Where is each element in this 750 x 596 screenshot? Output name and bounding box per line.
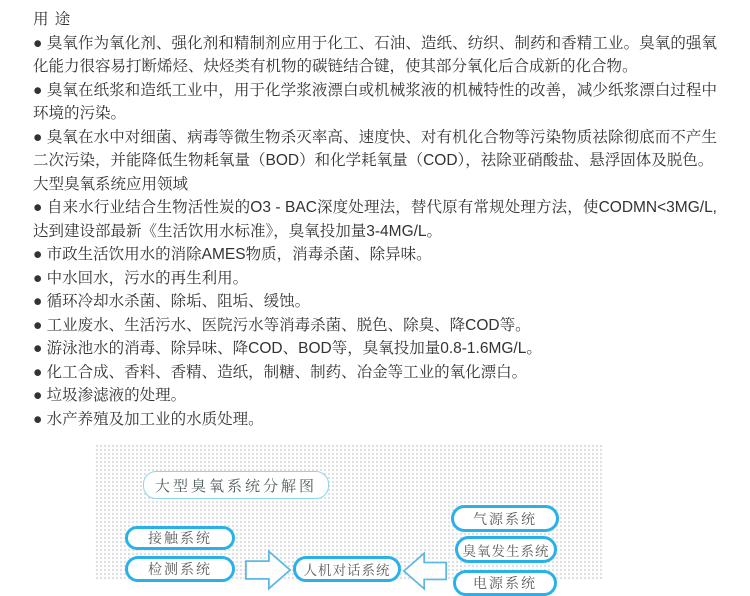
- bullet-item: ● 臭氧在纸浆和造纸工业中，用于化学浆液漂白或机械浆液的机械特性的改善，减少纸浆漂白过程中环境的污染。: [33, 81, 717, 122]
- diagram-node-contact-system: 接触系统: [125, 526, 235, 550]
- bullet-item: ● 臭氧作为氧化剂、强化剂和精制剂应用于化工、石油、造纸、纺织、制药和香精工业。臭氧的强氧化能力很容易打断烯烃、炔烃类有机物的碳链结合键，使其部分氧化后合成新的化合物。: [33, 34, 717, 75]
- bullet-item: ● 循环冷却水杀菌、除垢、阻垢、缓蚀。: [33, 293, 311, 310]
- bullet-item: ● 垃圾渗滤液的处理。: [33, 387, 187, 404]
- diagram-node-power-system: 电源系统: [453, 570, 557, 596]
- bullet-item: ● 自来水行业结合生物活性炭的O3 - BAC深度处理法，替代原有常规处理方法，使CODMN<3MG/L,达到建设部最新《生活饮用水标准》，臭氧投加量3-4MG/L。: [33, 199, 717, 240]
- bullet-item: ● 臭氧在水中对细菌、病毒等微生物杀灭率高、速度快、对有机化合物等污染物质祛除彻底而不产生二次污染，并能降低生物耗氧量（BOD）和化学耗氧量（COD），祛除亚硝酸盐、悬浮固体及脱色。: [33, 128, 717, 169]
- diagram-node-detection-system: 检测系统: [125, 556, 235, 582]
- arrow-right-icon: [245, 548, 291, 592]
- bullet-item: ● 中水回水，污水的再生利用。: [33, 269, 249, 287]
- bullet-item: ● 市政生活饮用水的消除AMES物质，消毒杀菌、除异味。: [33, 246, 432, 263]
- page-title: 用 途: [33, 11, 72, 28]
- bullet-item: ● 游泳池水的消毒、除异味、降COD、BOD等，臭氧投加量0.8-1.6MG/L。: [33, 340, 542, 357]
- system-diagram: [95, 444, 603, 592]
- bullet-item: ● 工业废水、生活污水、医院污水等消毒杀菌、脱色、除臭、降COD等。: [33, 316, 531, 334]
- diagram-node-ozone-generation-system: 臭氧发生系统: [455, 536, 557, 563]
- diagram-title: 大型臭氧系统分解图: [143, 471, 329, 499]
- diagram-node-hmi-system: 人机对话系统: [293, 556, 401, 582]
- bullet-item: ● 水产养殖及加工业的水质处理。: [33, 410, 264, 428]
- bullet-item: ● 化工合成、香料、香精、造纸，制糖、制药、冶金等工业的氧化漂白。: [33, 363, 528, 381]
- diagram-node-gas-source-system: 气源系统: [451, 505, 559, 532]
- arrow-left-icon: [403, 550, 447, 592]
- section-heading: 大型臭氧系统应用领域: [33, 175, 189, 193]
